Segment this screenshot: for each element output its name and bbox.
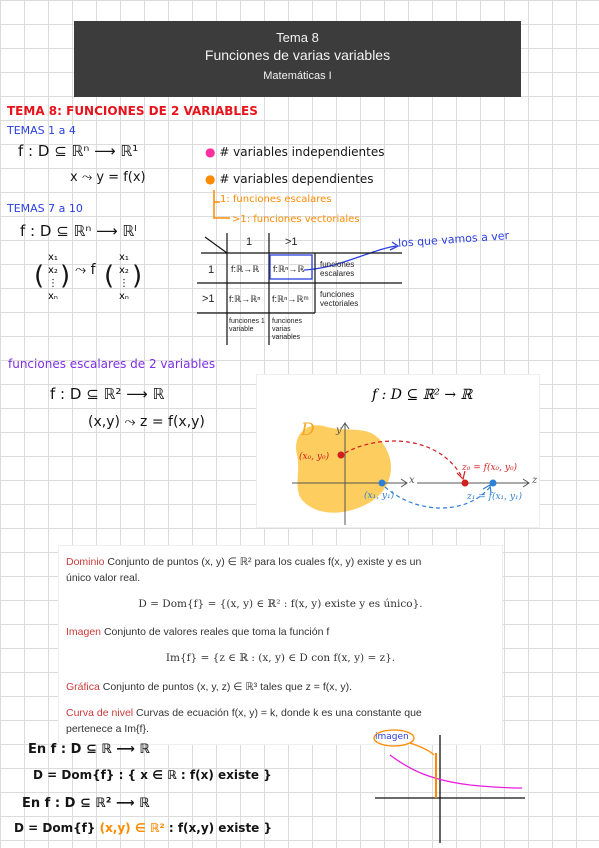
vector-bracket-open: ( <box>34 261 45 291</box>
dominio-formula: D = Dom{f} = {(x, y) ∈ ℝ² : f(x, y) existe y es único}. <box>138 598 423 610</box>
definitions-block <box>58 545 503 745</box>
imagen-text: Conjunto de valores reales que toma la función f <box>101 626 330 638</box>
notes-escalares: 1: funciones escalares <box>220 194 332 205</box>
image-sketch <box>370 725 530 845</box>
vector-x-2: x₂ <box>48 265 58 276</box>
vector-f-2: x₂ <box>119 265 129 276</box>
bottom-line-4b: (x,y) ∈ ℝ² <box>99 821 165 835</box>
notes-map-2: f : D ⊆ ℝⁿ ⟶ ℝˡ <box>20 222 137 240</box>
curva-line-1 <box>66 707 422 719</box>
table-bottom-1: funciones 1 variable <box>229 318 265 333</box>
vector-f <box>119 251 129 303</box>
bottom-line-2: D = Dom{f} : { x ∈ ℝ : f(x) existe } <box>33 768 272 782</box>
figure-p1: (x₁, y₁) <box>364 491 395 501</box>
notes-title: TEMA 8: FUNCIONES DE 2 VARIABLES <box>7 104 258 118</box>
figure-label-D: D <box>301 420 315 440</box>
dominio-term: Dominio <box>66 556 105 568</box>
vector-x <box>48 251 58 303</box>
notes-map-1: f : D ⊆ ℝⁿ ⟶ ℝ¹ <box>18 142 139 160</box>
imagen-formula: Im{f} = {z ∈ ℝ : (x, y) ∈ D con f(x, y) = z}. <box>165 652 396 664</box>
vector-f-3: ⋮ <box>119 278 129 289</box>
orange-dot-icon: ● <box>205 172 216 186</box>
notes-temas-1-4: TEMAS 1 a 4 <box>7 124 76 137</box>
pink-dot-icon: ● <box>205 145 216 159</box>
figure-p0: (x₀, y₀) <box>299 452 330 462</box>
vector-f-bracket-open: ( <box>104 261 115 291</box>
notes-dep <box>205 172 374 186</box>
curva-term: Curva de nivel <box>66 707 134 719</box>
notes-map-3: f : D ⊆ ℝ² ⟶ ℝ <box>50 385 165 403</box>
imagen-term: Imagen <box>66 626 102 638</box>
imagen-line <box>66 626 329 638</box>
slide-header <box>74 21 521 97</box>
vector-x-3: ⋮ <box>48 278 58 289</box>
notes-temas-7-10: TEMAS 7 a 10 <box>7 202 83 215</box>
table-row-1: 1 <box>208 264 215 276</box>
vector-f-n: xₙ <box>119 291 129 302</box>
bottom-line-4a: D = Dom{f} <box>14 821 96 835</box>
dominio-text-2: único valor real. <box>66 572 141 584</box>
curva-text-2: pertenece a Im{f}. <box>66 723 149 735</box>
vector-f-bracket-close: ) <box>132 261 143 291</box>
table-c11: f:ℝ→ℝ <box>231 264 260 274</box>
figure-label-z: z <box>532 475 538 486</box>
grafica-text: Conjunto de puntos (x, y, z) ∈ ℝ³ tales que z = f(x, y). <box>99 681 353 693</box>
table-c22: f:ℝⁿ→ℝᵐ <box>272 294 309 304</box>
table-right-1: funciones escalares <box>320 260 355 278</box>
notes-indep-text: # variables independientes <box>219 145 385 159</box>
notes-indep <box>205 145 384 159</box>
orange-bracket-arrows <box>210 188 240 228</box>
notes-dep-text: # variables dependientes <box>219 172 374 186</box>
grafica-line <box>66 681 352 693</box>
notes-escalares-2: funciones escalares de 2 variables <box>8 357 216 371</box>
vector-f-1: x₁ <box>119 252 129 263</box>
bottom-line-4 <box>14 821 272 835</box>
table-bottom-2: funciones varias variables <box>272 318 302 341</box>
map-arrow: ⤳ f <box>75 262 96 278</box>
table-row-gt1: >1 <box>202 293 215 305</box>
figure-title: f : D ⊆ ℝ² → ℝ <box>372 387 473 403</box>
header-topic: Tema 8 <box>276 30 319 45</box>
figure-drawing <box>257 375 539 527</box>
table-c21: f:ℝ→ℝⁿ <box>229 294 261 304</box>
figure-z1: z₁ = f(x₁, y₁) <box>467 492 523 502</box>
grafica-term: Gráfica <box>66 681 100 693</box>
curva-text-1: Curvas de ecuación f(x, y) = k, donde k es una constante que <box>133 707 422 719</box>
bottom-line-1: En f : D ⊆ ℝ ⟶ ℝ <box>28 742 150 757</box>
dominio-text-1: Conjunto de puntos (x, y) ∈ ℝ² para los cuales f(x, y) existe y es un <box>104 556 422 568</box>
table-col-gt1: >1 <box>285 236 298 248</box>
figure-label-y: y <box>336 425 342 436</box>
vector-x-1: x₁ <box>48 252 58 263</box>
vector-x-n: xₙ <box>48 291 58 302</box>
notes-los-que: los que vamos a ver <box>397 229 510 250</box>
function-figure <box>256 374 540 528</box>
figure-label-x: x <box>409 475 415 486</box>
table-c12: f:ℝⁿ→ℝ <box>273 264 305 274</box>
notes-map-1b: x ⤳ y = f(x) <box>70 170 146 185</box>
header-course: Matemáticas I <box>263 70 332 82</box>
notes-vectoriales: >1: funciones vectoriales <box>232 214 360 225</box>
header-title: Funciones de varias variables <box>204 47 391 63</box>
bottom-line-3: En f : D ⊆ ℝ² ⟶ ℝ <box>22 796 150 811</box>
table-col-1: 1 <box>246 236 253 248</box>
vector-bracket-close: ) <box>60 261 71 291</box>
dominio-line-1 <box>66 556 421 568</box>
figure-z0: z₀ = f(x₀, y₀) <box>462 463 518 473</box>
notes-map-3b: (x,y) ⤳ z = f(x,y) <box>88 414 205 430</box>
bottom-line-4c: : f(x,y) existe } <box>168 821 273 835</box>
table-right-2: funciones vectoriales <box>320 290 359 308</box>
imagen-label: imagen <box>375 732 409 742</box>
